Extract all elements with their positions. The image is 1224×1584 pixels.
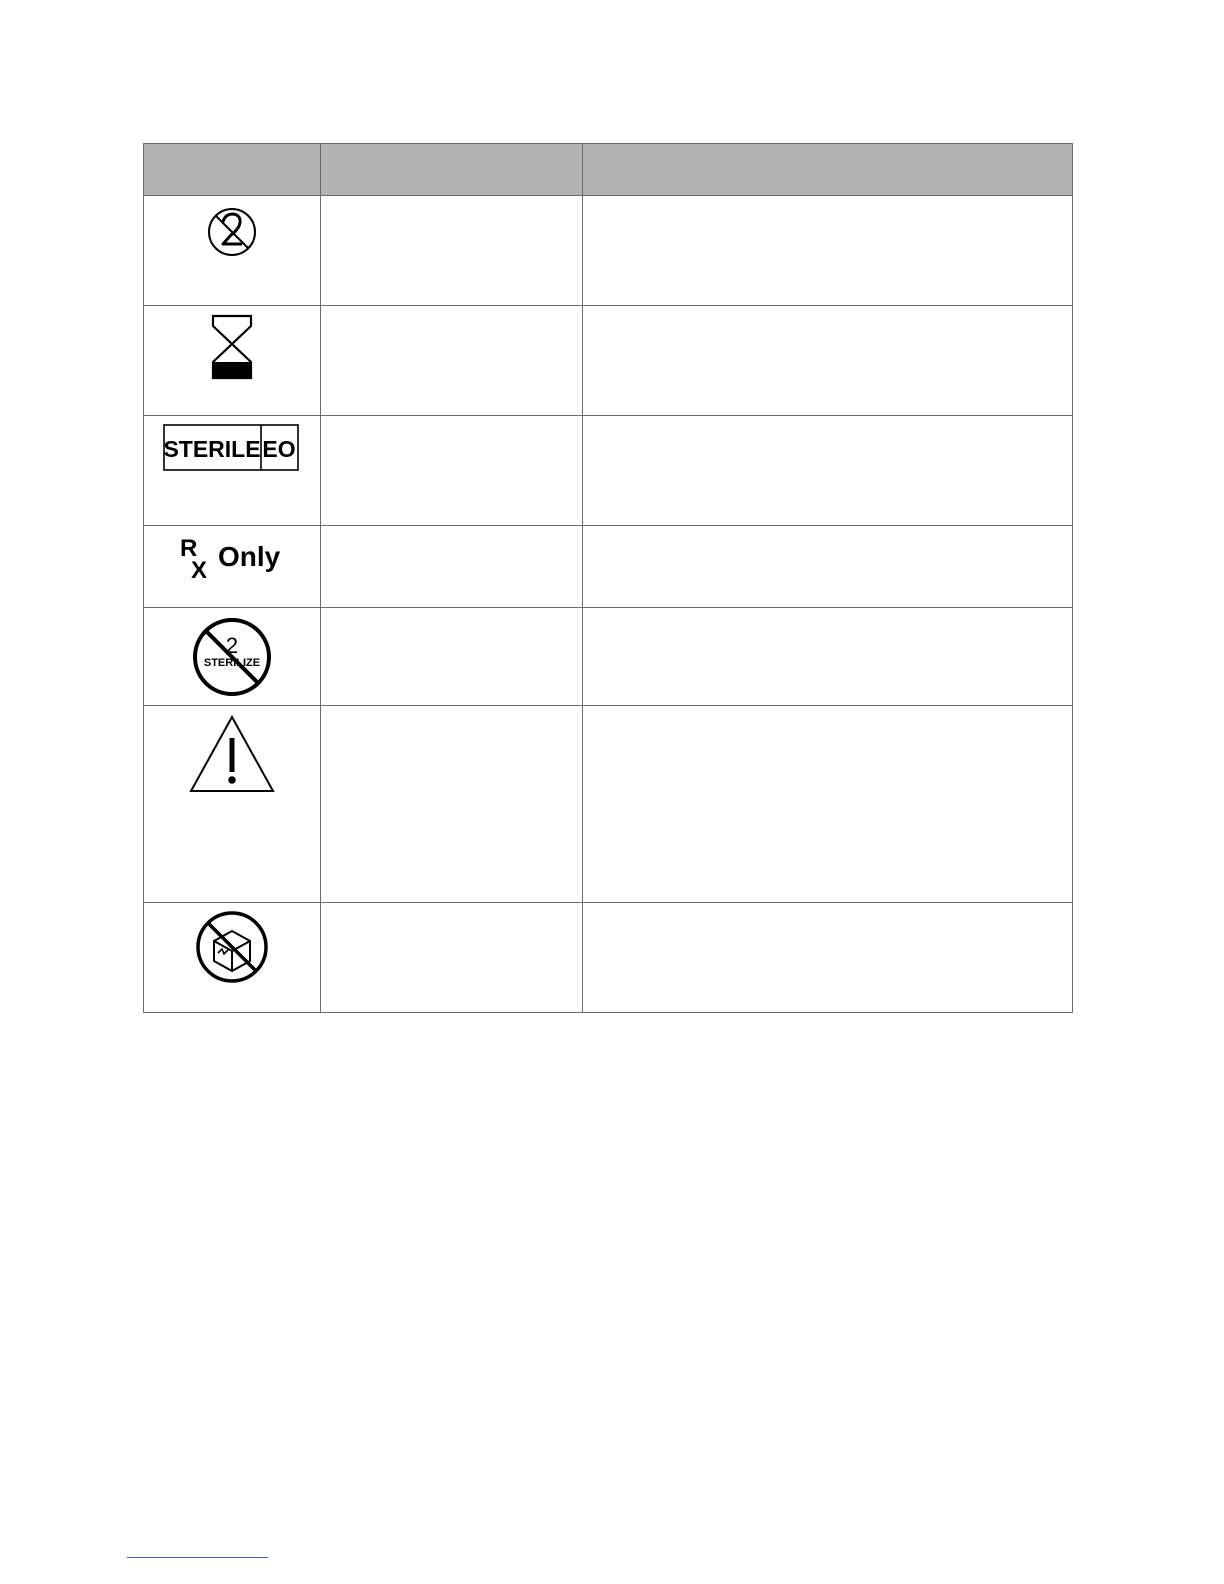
symbol-description (583, 706, 1073, 903)
symbol-cell (144, 196, 321, 306)
eo-label: EO (262, 436, 296, 462)
table-row (144, 706, 1073, 903)
symbol-name (321, 416, 583, 526)
resterilize-digit: 2 (225, 633, 239, 658)
only-label: Only (218, 541, 281, 572)
table-row (144, 526, 1073, 608)
symbol-name (321, 706, 583, 903)
table-row (144, 608, 1073, 706)
header-symbol (144, 144, 321, 196)
symbol-description (583, 416, 1073, 526)
symbol-cell (144, 608, 321, 706)
table-row (144, 416, 1073, 526)
symbol-description (583, 903, 1073, 1013)
symbol-cell (144, 526, 321, 608)
rx-r-glyph: R (180, 535, 198, 562)
header-description (583, 144, 1073, 196)
rx-x-glyph: X (191, 557, 208, 584)
symbol-description (583, 608, 1073, 706)
sterile-label: STERILE (163, 436, 261, 462)
do-not-resterilize-icon (190, 615, 274, 699)
use-by-date-hourglass-icon (210, 314, 254, 380)
symbol-cell (144, 416, 321, 526)
rx-only-icon (177, 534, 287, 586)
footnote-separator (127, 1557, 268, 1558)
table-row (144, 196, 1073, 306)
table-row (144, 903, 1073, 1013)
symbol-name (321, 903, 583, 1013)
symbol-name (321, 306, 583, 416)
table-row (144, 306, 1073, 416)
symbol-description (583, 306, 1073, 416)
symbol-name (321, 196, 583, 306)
symbol-cell (144, 306, 321, 416)
header-title (321, 144, 583, 196)
symbol-description (583, 196, 1073, 306)
symbol-cell (144, 903, 321, 1013)
resterilize-label: STERILIZE (203, 657, 261, 669)
do-not-reuse-icon (204, 204, 260, 260)
symbol-cell (144, 706, 321, 903)
symbol-description (583, 526, 1073, 608)
symbol-table (143, 143, 1073, 1013)
table-header-row (144, 144, 1073, 196)
sterile-eo-icon (163, 424, 301, 474)
symbol-name (321, 526, 583, 608)
do-not-use-if-package-damaged-icon (194, 909, 270, 985)
caution-warning-icon (188, 714, 276, 794)
symbol-name (321, 608, 583, 706)
